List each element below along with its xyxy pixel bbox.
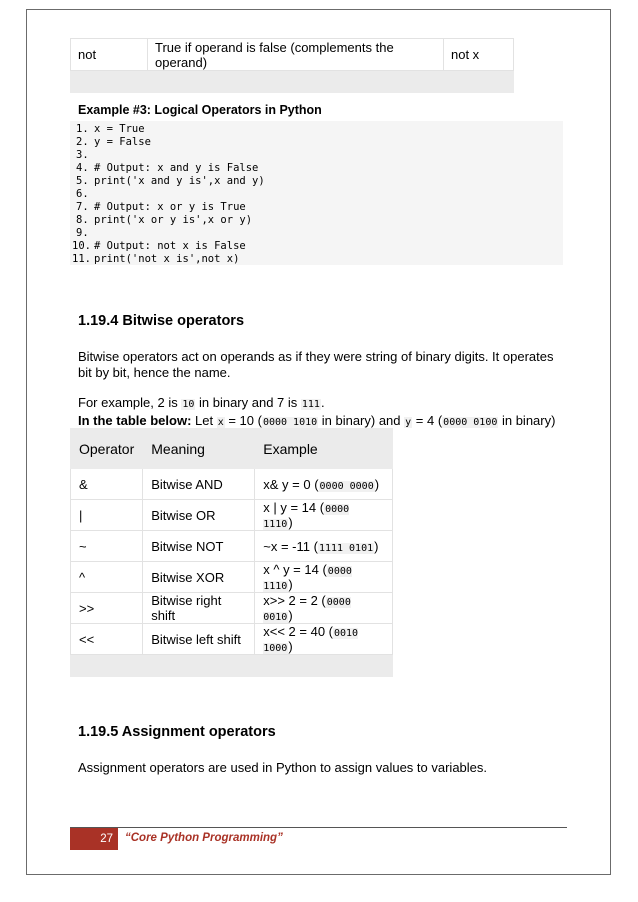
table-row: ~ Bitwise NOT ~x = -11 (1111 0101) — [71, 531, 393, 562]
header-meaning: Meaning — [143, 429, 255, 469]
bitwise-heading: 1.19.4 Bitwise operators — [78, 313, 245, 329]
line-number: 2. — [76, 136, 89, 148]
table-row: >> Bitwise right shift x>> 2 = 2 (0000 0010) — [71, 593, 393, 624]
bitwise-intro: Bitwise operators act on operands as if they were string of binary digits. It operates bit by bit, hence the name. — [78, 349, 554, 380]
line-number: 1. — [76, 123, 89, 135]
table-row: << Bitwise left shift x<< 2 = 40 (0010 1000) — [71, 624, 393, 655]
line-number: 8. — [76, 214, 89, 226]
table-row: | Bitwise OR x | y = 14 (0000 1110) — [71, 500, 393, 531]
footer-rule — [70, 827, 567, 828]
table-header-row — [71, 429, 393, 469]
assignment-intro: Assignment operators are used in Python to assign values to variables. — [78, 760, 488, 775]
example-cell: not x — [444, 39, 514, 71]
code-line — [70, 123, 145, 136]
table-footer-row — [71, 71, 514, 93]
bitwise-example: For example, 2 is 10 in binary and 7 is 111. In the table below: Let x = 10 (0000 1010 in binary) and y = 4 (0000 0100 in binary) — [78, 395, 556, 428]
table-row — [71, 39, 514, 71]
line-number: 4. — [76, 162, 89, 174]
header-operator: Operator — [71, 429, 143, 469]
code-line — [70, 227, 94, 240]
code-text: print('not x is',not x) — [94, 253, 240, 265]
table-row: & Bitwise AND x& y = 0 (0000 0000) — [71, 469, 393, 500]
code-block — [70, 121, 563, 265]
header-example: Example — [255, 429, 393, 469]
code-line — [70, 188, 94, 201]
code-text: print('x or y is',x or y) — [94, 214, 253, 226]
code-line — [70, 175, 265, 188]
meaning-cell: True if operand is false (complements the operand) — [148, 39, 444, 71]
line-number: 6. — [76, 188, 89, 200]
code-line — [70, 149, 94, 162]
code-text: print('x and y is',x and y) — [94, 175, 265, 187]
line-number: 3. — [76, 149, 89, 161]
logical-operators-table-tail — [70, 38, 514, 93]
code-line — [70, 201, 246, 214]
page-number: 27 — [70, 828, 118, 850]
line-number: 7. — [76, 201, 89, 213]
book-title: “Core Python Programming” — [125, 832, 283, 844]
line-number: 5. — [76, 175, 89, 187]
line-number: 9. — [76, 227, 89, 239]
line-number: 11. — [72, 253, 91, 265]
code-line — [70, 240, 246, 253]
code-text: # Output: not x is False — [94, 240, 246, 252]
operator-cell: not — [71, 39, 148, 71]
code-line — [70, 214, 252, 227]
code-text: # Output: x and y is False — [94, 162, 259, 174]
code-line — [70, 162, 258, 175]
assignment-heading: 1.19.5 Assignment operators — [78, 724, 276, 740]
code-line — [70, 136, 151, 149]
table-row: ^ Bitwise XOR x ^ y = 14 (0000 1110) — [71, 562, 393, 593]
code-line — [70, 253, 239, 266]
line-number: 10. — [72, 240, 91, 252]
code-text: x = True — [94, 123, 145, 135]
code-text: # Output: x or y is True — [94, 201, 246, 213]
example-title: Example #3: Logical Operators in Python — [78, 103, 322, 117]
table-note-label: In the table below: — [78, 413, 192, 428]
code-text: y = False — [94, 136, 151, 148]
table-footer-row — [71, 655, 393, 677]
bitwise-operators-table — [70, 428, 393, 677]
